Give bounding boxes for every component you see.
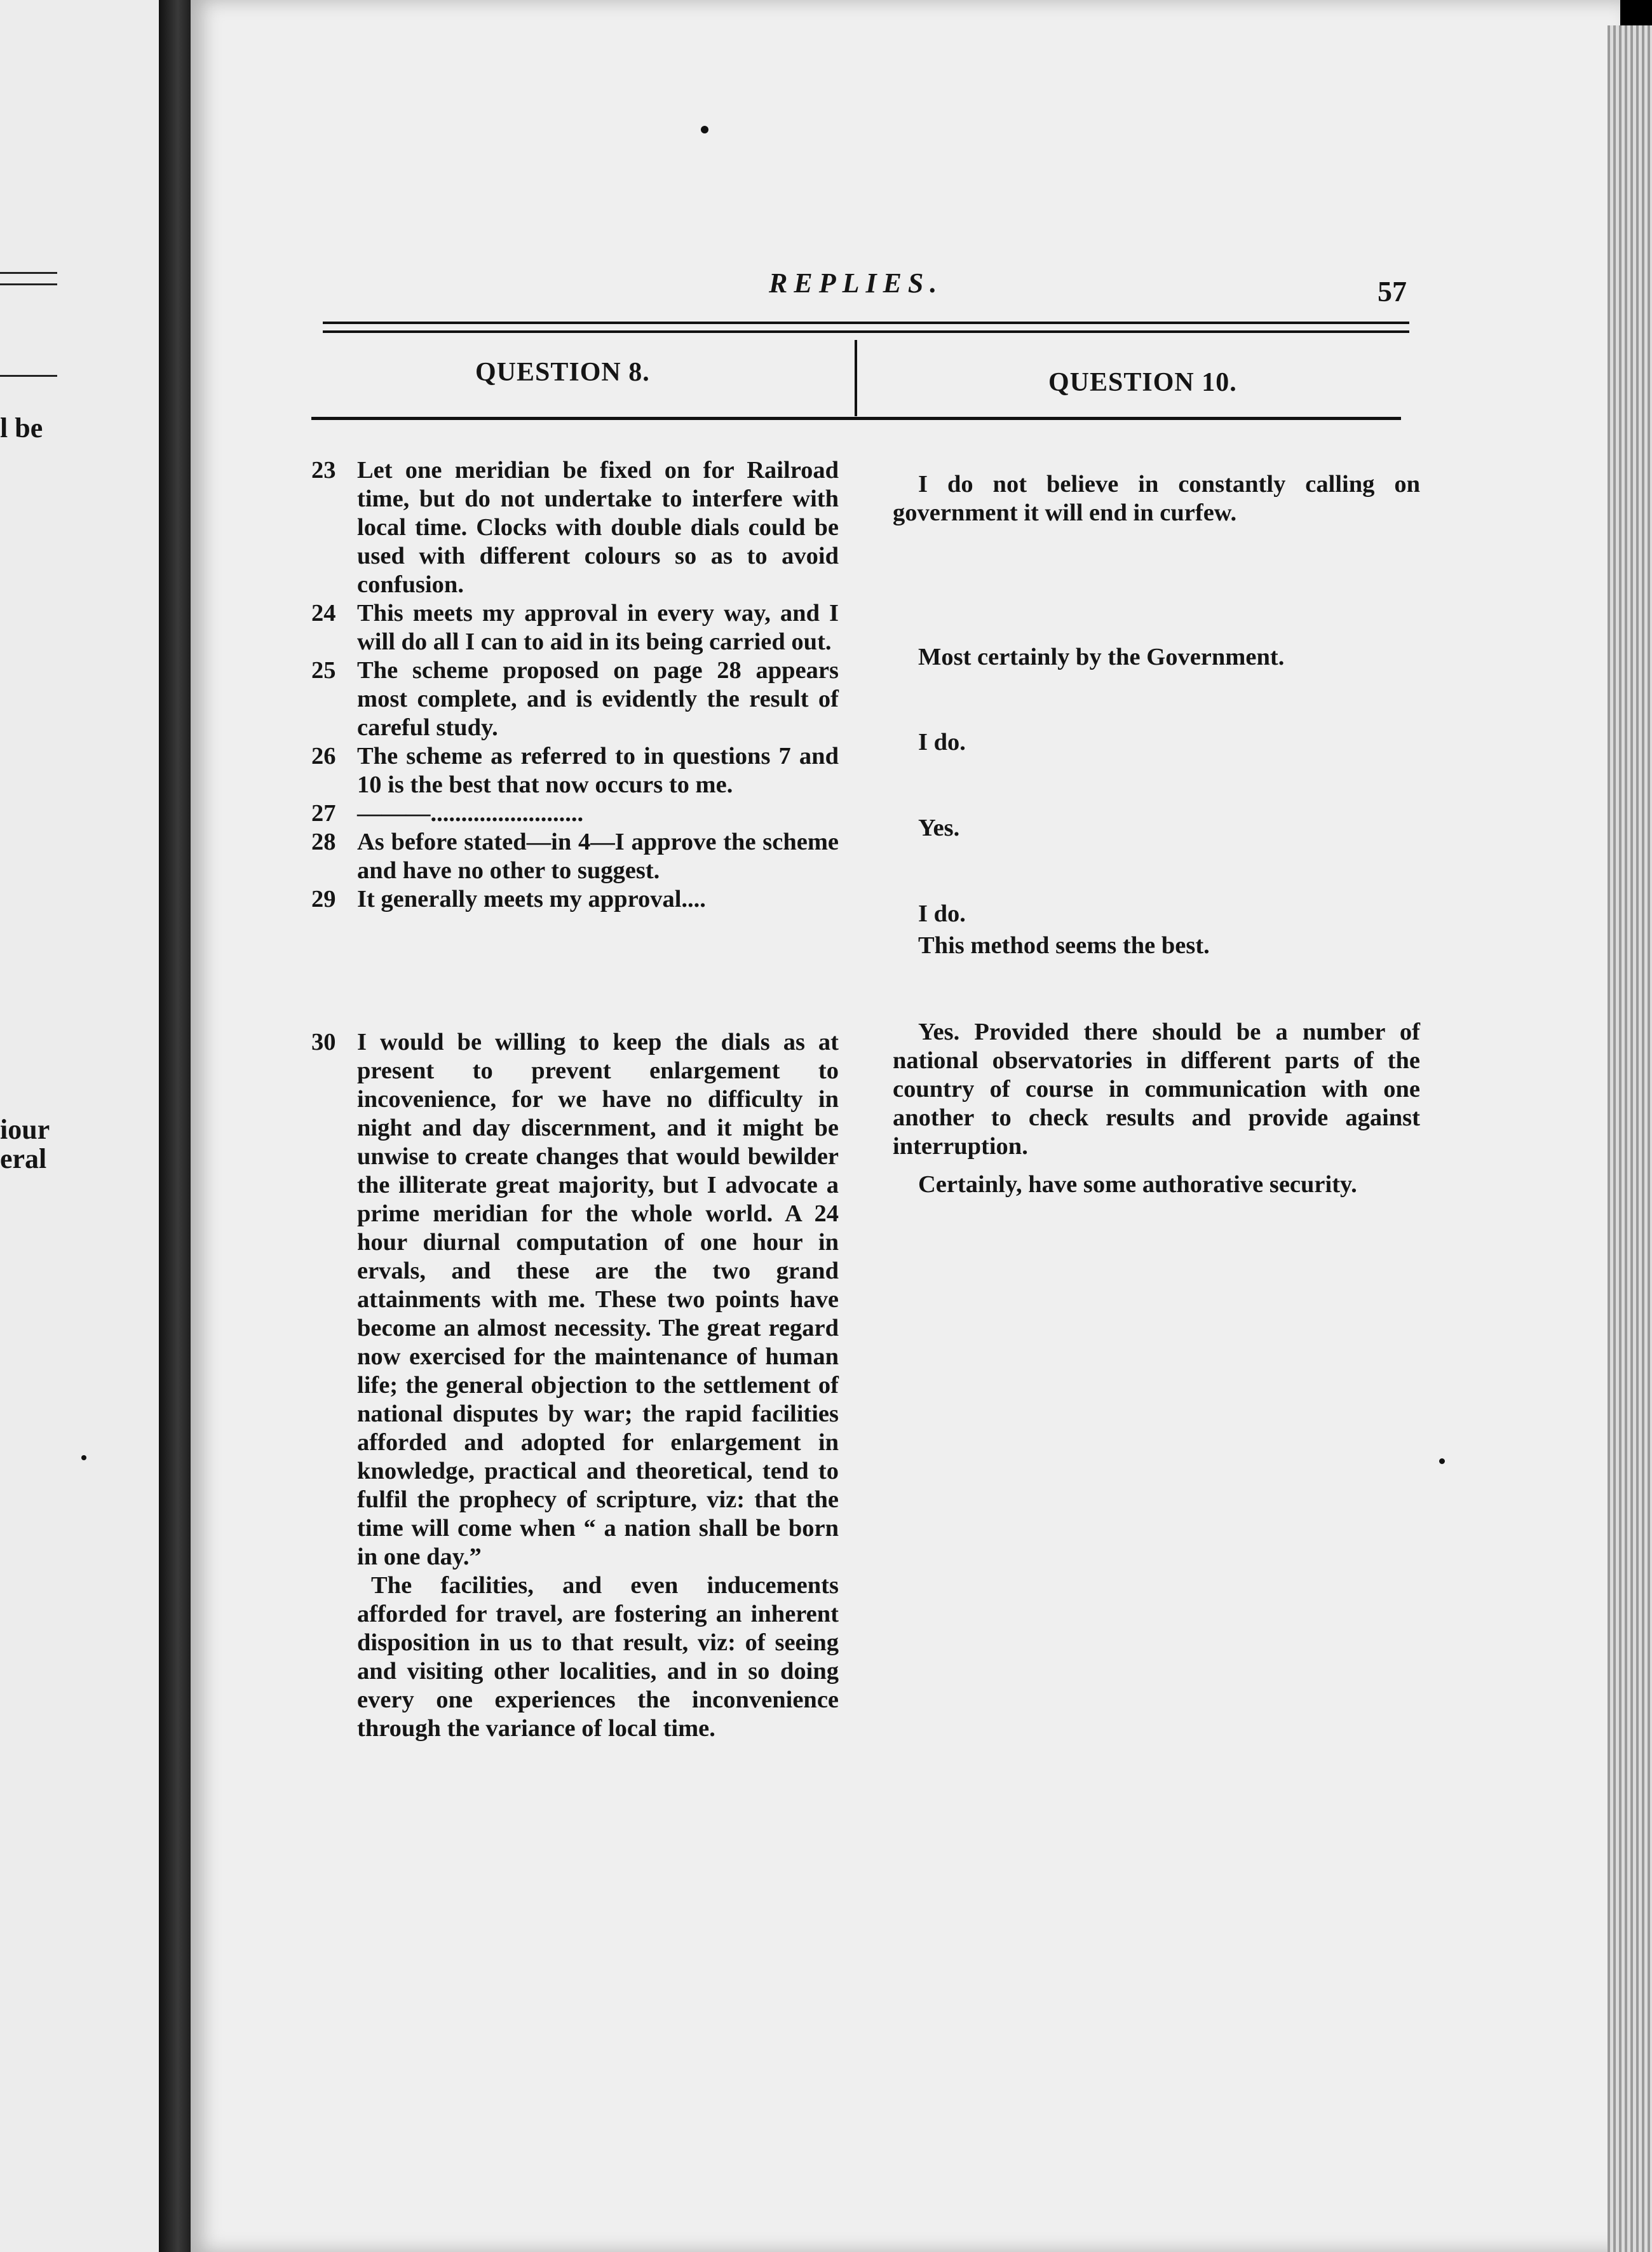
reply-number: 26 — [311, 743, 336, 770]
ink-speck — [81, 1455, 86, 1460]
reply-number: 23 — [311, 457, 336, 484]
reply-entry-30 — [311, 1028, 839, 1571]
reply-text: ———......................... — [357, 800, 584, 827]
left-page-fragment: eral — [0, 1143, 47, 1174]
left-page-rule — [0, 375, 57, 377]
reply-10-24: Most certainly by the Government. — [918, 644, 1285, 670]
reply-10-27: I do. — [918, 900, 966, 927]
reply-entry-26 — [311, 742, 839, 799]
left-page-rule — [0, 283, 57, 285]
reply-text: Let one meridian be fixed on for Railroad time, but do not undertake to interfere with local time. Clocks with double dials could be used with different colours so as to avoid confusion. — [357, 457, 839, 598]
reply-10-26: Yes. — [918, 815, 960, 841]
column-heading-rule — [311, 417, 1401, 420]
reply-entry-24 — [311, 599, 839, 656]
reply-text: It generally meets my approval.... — [357, 886, 706, 912]
running-head: REPLIES. — [769, 268, 944, 299]
left-page-rule — [0, 272, 57, 274]
page-stack-edge — [1608, 25, 1652, 2252]
reply-10-23: I do not believe in constantly calling on government it will end in curfew. — [893, 471, 1420, 526]
reply-entry-25 — [311, 656, 839, 742]
reply-number: 24 — [311, 600, 336, 627]
ink-speck — [701, 126, 708, 133]
reply-entry-29 — [311, 885, 839, 914]
question-10-heading: QUESTION 10. — [1048, 368, 1237, 397]
reply-text: This meets my approval in every way, and I will do all I can to aid in its being carried out. — [357, 600, 839, 655]
reply-30-continuation: The facilities, and even inducements afforded for travel, are fostering an inherent disposition in us to that result, viz: of seeing and visiting other localities, and in so doing every one experiences the inconvenience through the variance of local time. — [357, 1572, 839, 1742]
header-rule-top — [323, 322, 1409, 324]
reply-10-28: This method seems the best. — [918, 932, 1210, 959]
previous-page — [0, 0, 163, 2252]
reply-entry-28 — [311, 828, 839, 885]
page-number: 57 — [1378, 275, 1407, 308]
reply-number: 29 — [311, 886, 336, 912]
reply-10-29: Yes. Provided there should be a number of national observatories in different parts of the country of course in communication with one another to check results and provide against interruption. — [893, 1019, 1420, 1160]
reply-number: 25 — [311, 657, 336, 684]
left-page-fragment: iour — [0, 1114, 50, 1145]
left-page-fragment: l be — [0, 412, 43, 444]
reply-10-25: I do. — [918, 729, 966, 756]
reply-text: As before stated—in 4—I approve the scheme and have no other to suggest. — [357, 829, 839, 884]
reply-number: 27 — [311, 800, 336, 827]
reply-text: The scheme as referred to in questions 7 and 10 is the best that now occurs to me. — [357, 743, 839, 798]
reply-number: 30 — [311, 1029, 336, 1055]
question-8-column — [311, 456, 839, 1743]
reply-text: I would be willing to keep the dials as at present to prevent enlargement to incovenience, for we have no difficulty in night and day discernment, and it might be unwise to create changes that would bewilder the illiterate great majority, but I advocate a prime meridian for the whole world. A 24 hour diurnal computation of one hour in ervals, and these are the two grand attainments with me. These two points have become an almost necessity. The great regard now exercised for the maintenance of human life; the general objection to the settlement of national disputes by war; the rapid facilities afforded and adopted for enlargement in knowledge, practical and theoretical, tend to fulfil the prophecy of scripture, viz: that the time will come when “ a nation shall be born in one day.” — [357, 1029, 839, 1570]
column-divider — [855, 340, 857, 416]
reply-entry-27 — [311, 799, 839, 828]
header-rule-bottom — [323, 330, 1409, 333]
ink-speck — [1439, 1458, 1445, 1464]
reply-text: The scheme proposed on page 28 appears most complete, and is evidently the result of careful study. — [357, 657, 839, 741]
reply-10-30: Certainly, have some authorative security. — [918, 1171, 1357, 1198]
reply-entry-23 — [311, 456, 839, 599]
question-8-heading: QUESTION 8. — [475, 358, 650, 387]
reply-number: 28 — [311, 829, 336, 855]
